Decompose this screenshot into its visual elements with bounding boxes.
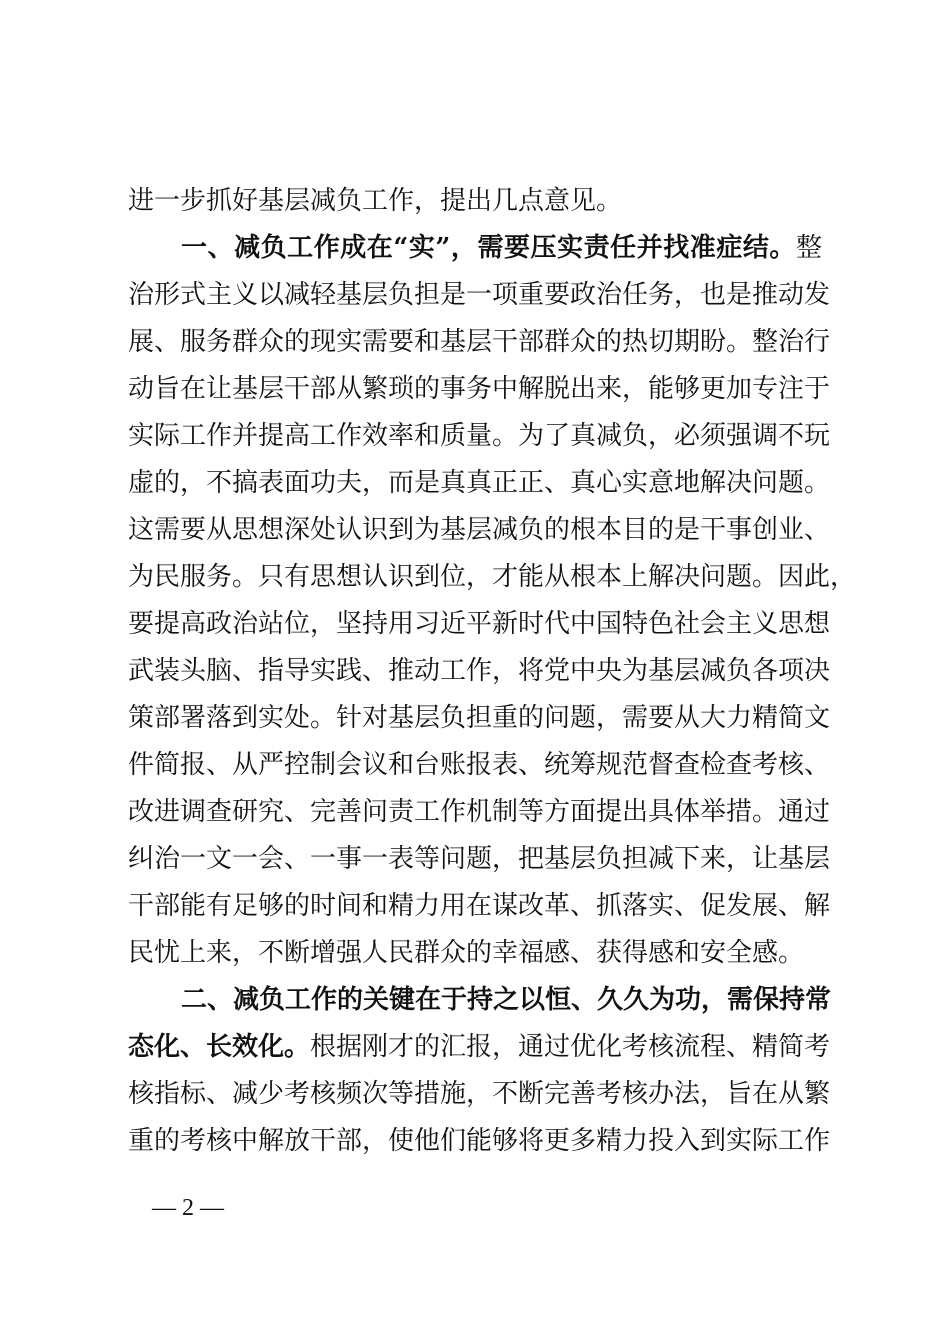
paragraph-line: 虚的，不搞表面功夫，而是真真正正、真心实意地解决问题。 <box>128 468 831 498</box>
paragraph-line: 实际工作并提高工作效率和质量。为了真减负，必须强调不玩 <box>128 421 831 451</box>
paragraph-line: 武装头脑、指导实践、推动工作，将党中央为基层减负各项决 <box>128 656 831 686</box>
paragraph-line: 态化、长效化。根据刚才的汇报，通过优化考核流程、精简考 <box>128 1032 831 1062</box>
paragraph-line: 这需要从思想深处认识到为基层减负的根本目的是干事创业、 <box>128 515 831 545</box>
paragraph-line: 策部署落到实处。针对基层负担重的问题，需要从大力精简文 <box>128 703 831 733</box>
paragraph-line: 为民服务。只有思想认识到位，才能从根本上解决问题。因此， <box>128 562 857 592</box>
section-heading: 一、减负工作成在“实”，需要压实责任并找准症结。 <box>181 233 796 263</box>
paragraph-line: 民忧上来，不断增强人民群众的幸福感、获得感和安全感。 <box>128 938 805 968</box>
section-heading: 二、减负工作的关键在于持之以恒、久久为功，需保持常 <box>181 985 832 1015</box>
paragraph-line: 一、减负工作成在“实”，需要压实责任并找准症结。整 <box>181 233 822 263</box>
paragraph-line: 要提高政治站位，坚持用习近平新时代中国特色社会主义思想 <box>128 609 831 639</box>
paragraph-line: 重的考核中解放干部，使他们能够将更多精力投入到实际工作 <box>128 1126 831 1156</box>
paragraph-line: 治形式主义以减轻基层负担是一项重要政治任务，也是推动发 <box>128 280 831 310</box>
section-heading: 态化、长效化。 <box>128 1032 311 1062</box>
paragraph-line: 展、服务群众的现实需要和基层干部群众的热切期盼。整治行 <box>128 327 831 357</box>
paragraph-line: 动旨在让基层干部从繁琐的事务中解脱出来，能够更加专注于 <box>128 374 831 404</box>
page-number: — 2 — <box>152 1195 224 1221</box>
paragraph-line: 件简报、从严控制会议和台账报表、统筹规范督查检查考核、 <box>128 750 831 780</box>
paragraph-line: 进一步抓好基层减负工作，提出几点意见。 <box>128 186 623 216</box>
paragraph-line: 干部能有足够的时间和精力用在谋改革、抓落实、促发展、解 <box>128 891 831 921</box>
paragraph-line <box>181 980 832 1020</box>
paragraph-line: 纠治一文一会、一事一表等问题，把基层负担减下来，让基层 <box>128 844 831 874</box>
paragraph-line: 改进调查研究、完善问责工作机制等方面提出具体举措。通过 <box>128 797 831 827</box>
paragraph-line: 核指标、减少考核频次等措施，不断完善考核办法，旨在从繁 <box>128 1079 831 1109</box>
